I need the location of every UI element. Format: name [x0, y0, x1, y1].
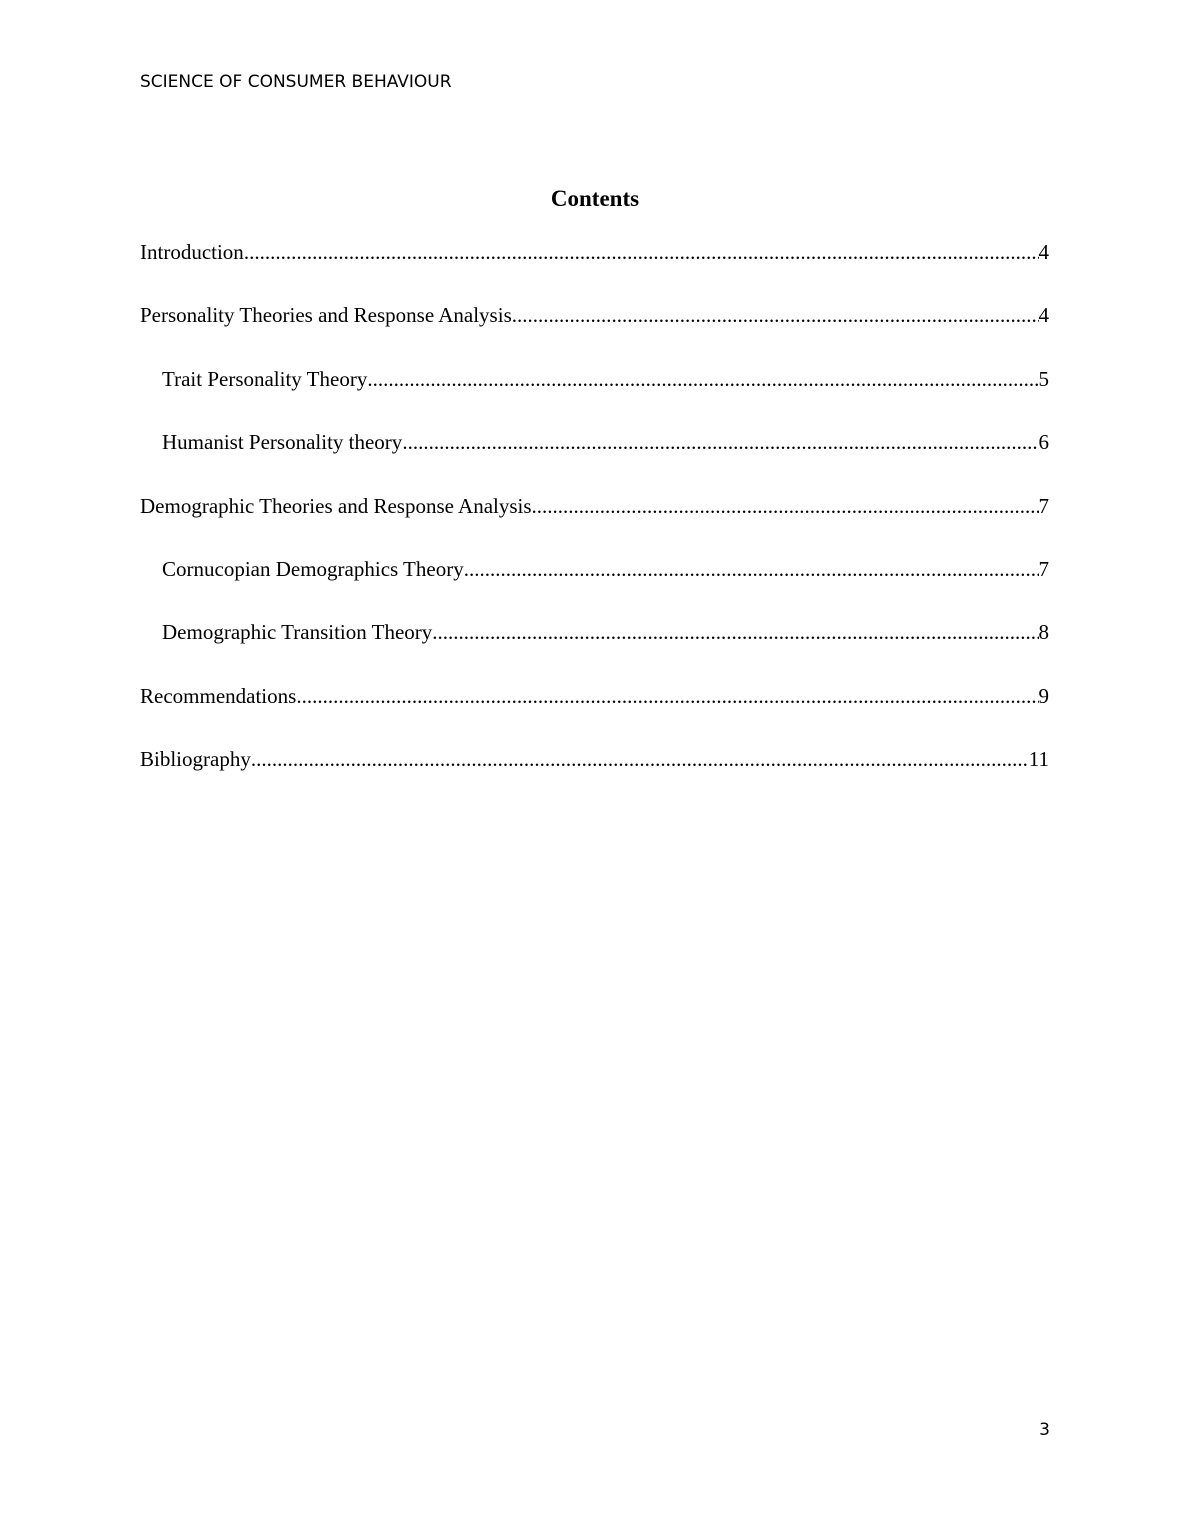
toc-dot-leader	[512, 303, 1039, 328]
toc-entry-page: 9	[1038, 683, 1049, 708]
toc-dot-leader	[244, 240, 1039, 265]
running-head: SCIENCE OF CONSUMER BEHAVIOUR	[140, 72, 452, 92]
toc-entry-cornucopian-demographics[interactable]	[140, 557, 1049, 620]
toc-entry-label: Demographic Theories and Response Analysis	[140, 493, 532, 518]
toc-entry-page: 7	[1038, 493, 1049, 518]
page-number: 3	[1039, 1420, 1050, 1440]
toc-dot-leader	[532, 494, 1039, 519]
toc-dot-leader	[464, 557, 1039, 582]
toc-entry-page: 7	[1038, 556, 1049, 581]
toc-entry-page: 8	[1038, 620, 1049, 645]
toc-dot-leader	[432, 620, 1038, 645]
toc-entry-label: Personality Theories and Response Analysis	[140, 303, 512, 328]
toc-entry-label: Introduction	[140, 240, 244, 264]
toc-entry-label: Recommendations	[140, 683, 297, 708]
toc-entry-page: 4	[1038, 303, 1049, 328]
toc-entry-page: 11	[1028, 747, 1049, 772]
toc-entry-demographic-theories[interactable]	[140, 494, 1049, 557]
toc-entry-recommendations[interactable]	[140, 684, 1049, 747]
toc-entry-demographic-transition[interactable]	[140, 620, 1049, 683]
toc-entry-humanist-personality[interactable]	[140, 430, 1049, 493]
toc-entry-label: Humanist Personality theory	[162, 430, 403, 455]
toc-dot-leader	[296, 684, 1038, 709]
toc-title: Contents	[550, 186, 640, 211]
toc-entry-personality-theories[interactable]	[140, 303, 1049, 366]
toc-dot-leader	[251, 747, 1029, 772]
toc-entry-label: Bibliography	[140, 747, 251, 772]
table-of-contents	[140, 240, 1049, 811]
toc-entry-bibliography[interactable]	[140, 747, 1049, 810]
toc-entry-introduction[interactable]	[140, 240, 1049, 303]
toc-entry-page: 5	[1038, 366, 1049, 391]
toc-entry-trait-personality[interactable]	[140, 367, 1049, 430]
toc-dot-leader	[402, 430, 1038, 455]
toc-entry-page: 6	[1038, 430, 1049, 455]
toc-entry-label: Cornucopian Demographics Theory	[162, 556, 464, 581]
toc-entry-label: Demographic Transition Theory	[162, 620, 433, 645]
toc-dot-leader	[367, 367, 1038, 392]
toc-entry-label: Trait Personality Theory	[162, 366, 368, 391]
toc-entry-page: 4	[1038, 240, 1049, 264]
